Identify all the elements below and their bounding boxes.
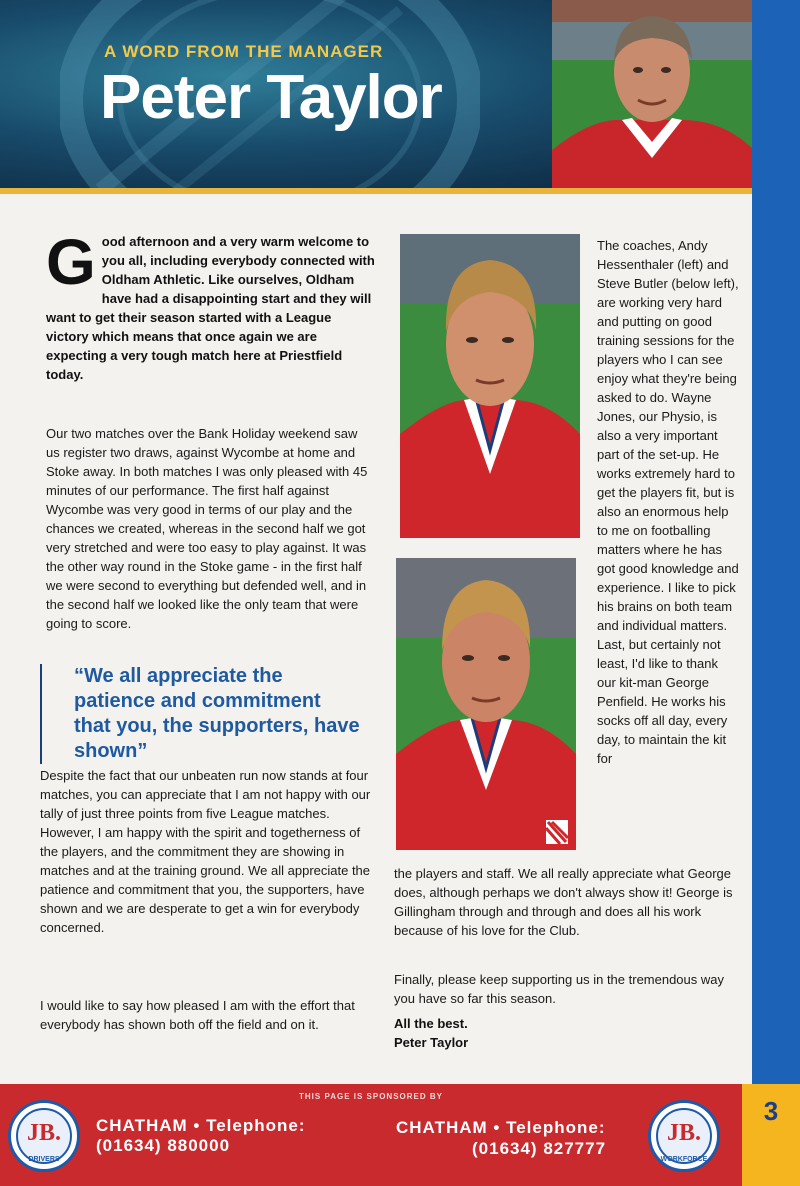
- sponsor-right-phone: (01634) 827777: [472, 1139, 607, 1158]
- closing-paragraph: Finally, please keep supporting us in the tremendous way you have so far this season.: [394, 972, 725, 1006]
- section-kicker: A WORD FROM THE MANAGER: [104, 42, 384, 61]
- coach-photo-hessenthaler: [400, 234, 580, 538]
- signoff-greeting: All the best.: [394, 1016, 468, 1031]
- drop-cap: G: [46, 226, 96, 298]
- pull-quote: “We all appreciate the patience and commitment that you, the supporters, have shown”: [40, 664, 360, 764]
- jb-logo-sub-workforce: WORKFORCE: [660, 1156, 708, 1163]
- body-paragraph-3: I would like to say how pleased I am with the effort that everybody has shown both off the field and on it.: [40, 998, 355, 1032]
- header-banner: [0, 0, 752, 190]
- jb-logo-letters: JB.: [26, 1120, 61, 1146]
- jb-drivers-logo: [8, 1100, 80, 1172]
- jb-workforce-logo: [648, 1100, 720, 1172]
- body-column-2-continued: the players and staff. We all really appreciate what George does, although perhaps we don't always show it! George is Gillingham through and through and does all his work because of his love for the Club.: [394, 866, 733, 938]
- signoff-name: Peter Taylor: [394, 1035, 469, 1050]
- manager-photo: [552, 0, 752, 190]
- page-number: 3: [763, 1096, 779, 1126]
- page-title: Peter Taylor: [100, 63, 442, 132]
- header-divider: [0, 188, 752, 194]
- jb-logo-sub-drivers: DRIVERS: [28, 1156, 60, 1163]
- lead-text: ood afternoon and a very warm welcome to you all, including everybody connected with Oldham Athletic. Like ourselves, Oldham have had a disappointing start and they will want to get their season started with a League victory which means that once again we are expecting a very tough match here at Priestfield today.: [46, 234, 375, 382]
- lead-paragraph: [46, 226, 376, 384]
- sponsor-left-line-1: CHATHAM • Telephone:: [96, 1116, 306, 1135]
- jb-logo-letters-right: JB.: [666, 1120, 701, 1146]
- sponsor-left-phone: (01634) 880000: [96, 1136, 231, 1155]
- sponsor-right-line-1: CHATHAM • Telephone:: [396, 1118, 606, 1137]
- body-column-2: The coaches, Andy Hessenthaler (left) and Steve Butler (below left), are working very hard and putting on good training sessions for the players who I can see enjoy what they're being asked to do. Wayne Jones, our Physio, is also a very important part of the set-up. He works extremely hard to get the players fit, but is also an enormous help to me on footballing matters where he has got good knowledge and experience. I like to pick his brains on both team and individual matters. Last, but certainly not least, I'd like to thank our kit-man George Penfield. He works his socks off all day, every day, to maintain the kit for: [597, 238, 739, 766]
- coach-photo-butler: [396, 558, 576, 850]
- body-paragraph-2: Despite the fact that our unbeaten run now stands at four matches, you can appreciate that I am not happy with our tally of just three points from five League matches. However, I am happy with the spirit and togetherness of the players, and the commitment they are showing in matches and at the training ground. We all appreciate the patience and commitment that you, the supporters, have shown and we are desperate to get a win for everybody concerned.: [40, 768, 371, 935]
- body-paragraph-1: Our two matches over the Bank Holiday weekend saw us register two draws, against Wycombe at home and Stoke away. In both matches I was only pleased with 45 minutes of our performance. The first half against Wycombe was very good in terms of our play and the chances we created, whereas in the second half we got very stretched and were too easy to play against. It was the other way round in the Stoke game - in the first half we were second to everything but defended well, and in the second half we looked like the only team that were going to score.: [46, 426, 368, 631]
- sponsor-label: THIS PAGE IS SPONSORED BY: [299, 1092, 443, 1101]
- side-color-strip: [752, 0, 800, 1186]
